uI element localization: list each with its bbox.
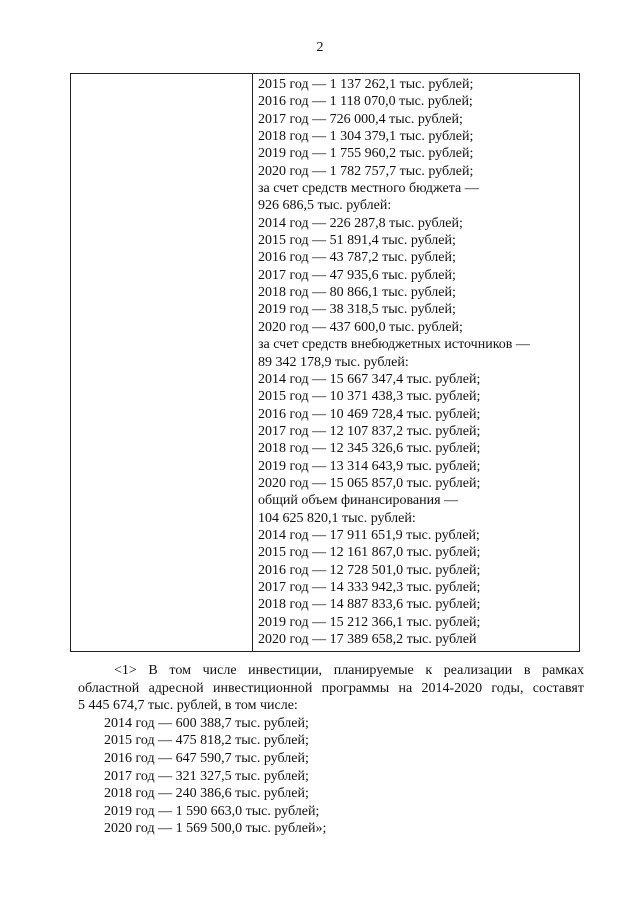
page-number: 2: [316, 40, 324, 55]
funding-table: [70, 73, 580, 652]
footnote-line: 5 445 674,7 тыс. рублей, в том числе:: [78, 698, 298, 714]
table-line: 2020 год — 15 065 857,0 тыс. рублей;: [258, 475, 481, 491]
table-left-cell: [71, 74, 253, 651]
table-line: за счет средств внебюджетных источников —: [258, 337, 530, 353]
table-line: 2020 год — 17 389 658,2 тыс. рублей: [258, 632, 477, 647]
table-line: 2018 год — 1 304 379,1 тыс. рублей;: [258, 129, 474, 145]
table-line: 2019 год — 38 318,5 тыс. рублей;: [258, 302, 456, 318]
table-line: 2020 год — 437 600,0 тыс. рублей;: [258, 319, 463, 335]
table-line: 2014 год — 15 667 347,4 тыс. рублей;: [258, 371, 481, 387]
footnote-line: областной адресной инвестиционной программы на 2014-2020 годы, составят: [78, 680, 584, 696]
table-line: 2017 год — 14 333 942,3 тыс. рублей;: [258, 579, 481, 595]
table-line: 2016 год — 43 787,2 тыс. рублей;: [258, 250, 456, 266]
footnote-year-line: 2014 год — 600 388,7 тыс. рублей;: [104, 715, 309, 731]
footnote-year-line: 2016 год — 647 590,7 тыс. рублей;: [104, 750, 309, 766]
table-line: 2016 год — 12 728 501,0 тыс. рублей;: [258, 562, 481, 578]
table-line: 2016 год — 10 469 728,4 тыс. рублей;: [258, 406, 481, 422]
table-line: 2018 год — 14 887 833,6 тыс. рублей;: [258, 597, 481, 613]
footnote-line: <1> В том числе инвестиции, планируемые к реализации в рамках: [114, 663, 584, 678]
table-line: 2017 год — 726 000,4 тыс. рублей;: [258, 111, 463, 127]
table-line: 2018 год — 12 345 326,6 тыс. рублей;: [258, 441, 481, 457]
table-line: 2015 год — 10 371 438,3 тыс. рублей;: [258, 389, 481, 405]
footnote: [78, 662, 584, 838]
footnote-year-line: 2017 год — 321 327,5 тыс. рублей;: [104, 768, 309, 784]
footnote-year-line: 2020 год — 1 569 500,0 тыс. рублей»;: [104, 821, 327, 837]
table-line: 2019 год — 1 755 960,2 тыс. рублей;: [258, 146, 474, 162]
table-line: общий объем финансирования —: [258, 493, 459, 509]
table-line: 926 686,5 тыс. рублей:: [258, 198, 392, 214]
table-line: 2019 год — 15 212 366,1 тыс. рублей;: [258, 614, 481, 630]
table-line: 2017 год — 12 107 837,2 тыс. рублей;: [258, 423, 481, 439]
table-line: 2019 год — 13 314 643,9 тыс. рублей;: [258, 458, 481, 474]
table-line: 2017 год — 47 935,6 тыс. рублей;: [258, 267, 456, 283]
footnote-year-line: 2018 год — 240 386,6 тыс. рублей;: [104, 786, 309, 802]
footnote-year-line: 2019 год — 1 590 663,0 тыс. рублей;: [104, 803, 320, 819]
table-line: 2014 год — 226 287,8 тыс. рублей;: [258, 215, 463, 231]
table-line: 2016 год — 1 118 070,0 тыс. рублей;: [258, 94, 473, 110]
table-line: 2014 год — 17 911 651,9 тыс. рублей;: [258, 527, 480, 543]
table-line: 2015 год — 1 137 262,1 тыс. рублей;: [258, 77, 474, 92]
table-right-cell: [253, 74, 579, 651]
table-line: 2015 год — 51 891,4 тыс. рублей;: [258, 233, 456, 249]
table-line: 89 342 178,9 тыс. рублей:: [258, 354, 409, 370]
table-line: 2015 год — 12 161 867,0 тыс. рублей;: [258, 545, 481, 561]
table-line: 2020 год — 1 782 757,7 тыс. рублей;: [258, 163, 474, 179]
footnote-year-line: 2015 год — 475 818,2 тыс. рублей;: [104, 733, 309, 749]
table-line: 2018 год — 80 866,1 тыс. рублей;: [258, 285, 456, 301]
table-line: за счет средств местного бюджета —: [258, 181, 479, 197]
table-line: 104 625 820,1 тыс. рублей:: [258, 510, 416, 526]
